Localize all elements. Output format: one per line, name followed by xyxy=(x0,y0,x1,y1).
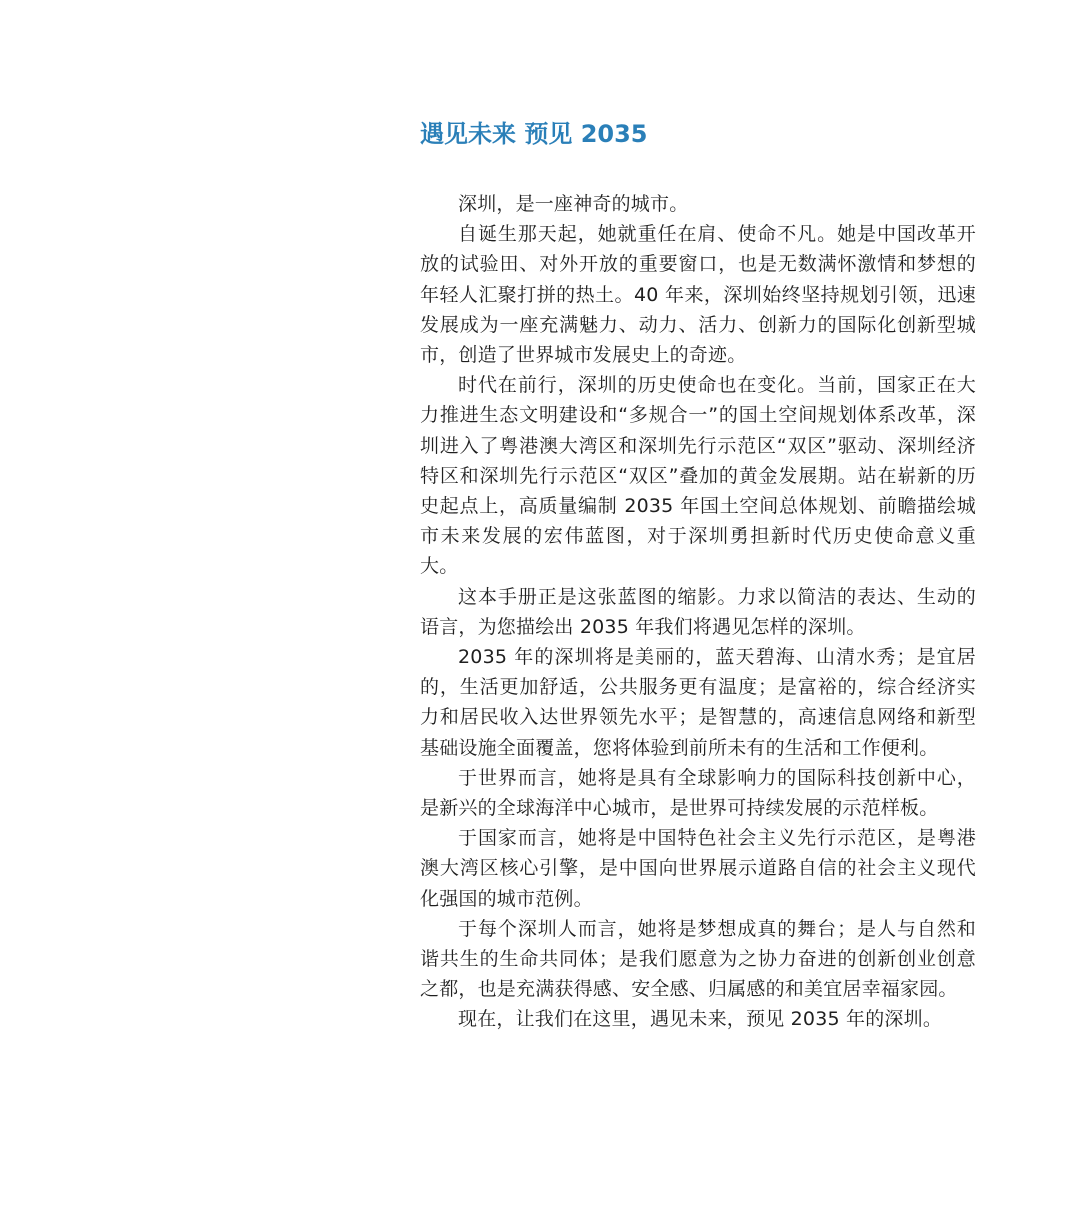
paragraph-closing: 现在，让我们在这里，遇见未来，预见 2035 年的深圳。 xyxy=(458,1008,943,1031)
body-text xyxy=(420,189,976,1035)
paragraph-history: 自诞生那天起，她就重任在肩、使命不凡。她是中国改革开放的试验田、对外开放的重要窗口，也是无数满怀激情和梦想的年轻人汇聚打拼的热土。40 年来，深圳始终坚持规划引领，迅速发展成为一座充满魅力、动力、活力、创新力的国际化创新型城市，创造了世界城市发展史上的奇迹。 xyxy=(420,223,976,367)
paragraph-citizens: 于每个深圳人而言，她将是梦想成真的舞台；是人与自然和谐共生的生命共同体；是我们愿意为之协力奋进的创新创业创意之都，也是充满获得感、安全感、归属感的和美宜居幸福家园。 xyxy=(420,917,976,1001)
paragraph-vision-2035: 2035 年的深圳将是美丽的，蓝天碧海、山清水秀；是宜居的，生活更加舒适，公共服务更有温度；是富裕的，综合经济实力和居民收入达世界领先水平；是智慧的，高速信息网络和新型基础设施全面覆盖，您将体验到前所未有的生活和工作便利。 xyxy=(420,646,976,759)
paragraph-nation: 于国家而言，她将是中国特色社会主义先行示范区，是粤港澳大湾区核心引擎，是中国向世界展示道路自信的社会主义现代化强国的城市范例。 xyxy=(420,827,976,910)
paragraph-handbook: 这本手册正是这张蓝图的缩影。力求以简洁的表达、生动的语言，为您描绘出 2035 年我们将遇见怎样的深圳。 xyxy=(420,585,976,638)
paragraph-world: 于世界而言，她将是具有全球影响力的国际科技创新中心，是新兴的全球海洋中心城市，是世界可持续发展的示范样板。 xyxy=(420,766,976,820)
paragraph-intro: 深圳，是一座神奇的城市。 xyxy=(458,193,689,215)
page-title: 遇见未来 预见 2035 xyxy=(420,120,648,148)
paragraph-mission: 时代在前行，深圳的历史使命也在变化。当前，国家正在大力推进生态文明建设和“多规合一”的国土空间规划体系改革，深圳进入了粤港澳大湾区和深圳先行示范区“双区”驱动、深圳经济特区和深圳先行示范区“双区”叠加的黄金发展期。站在崭新的历史起点上，高质量编制 2035 年国土空间总体规划、前瞻描绘城市未来发展的宏伟蓝图，对于深圳勇担新时代历史使命意义重大。 xyxy=(420,374,976,578)
